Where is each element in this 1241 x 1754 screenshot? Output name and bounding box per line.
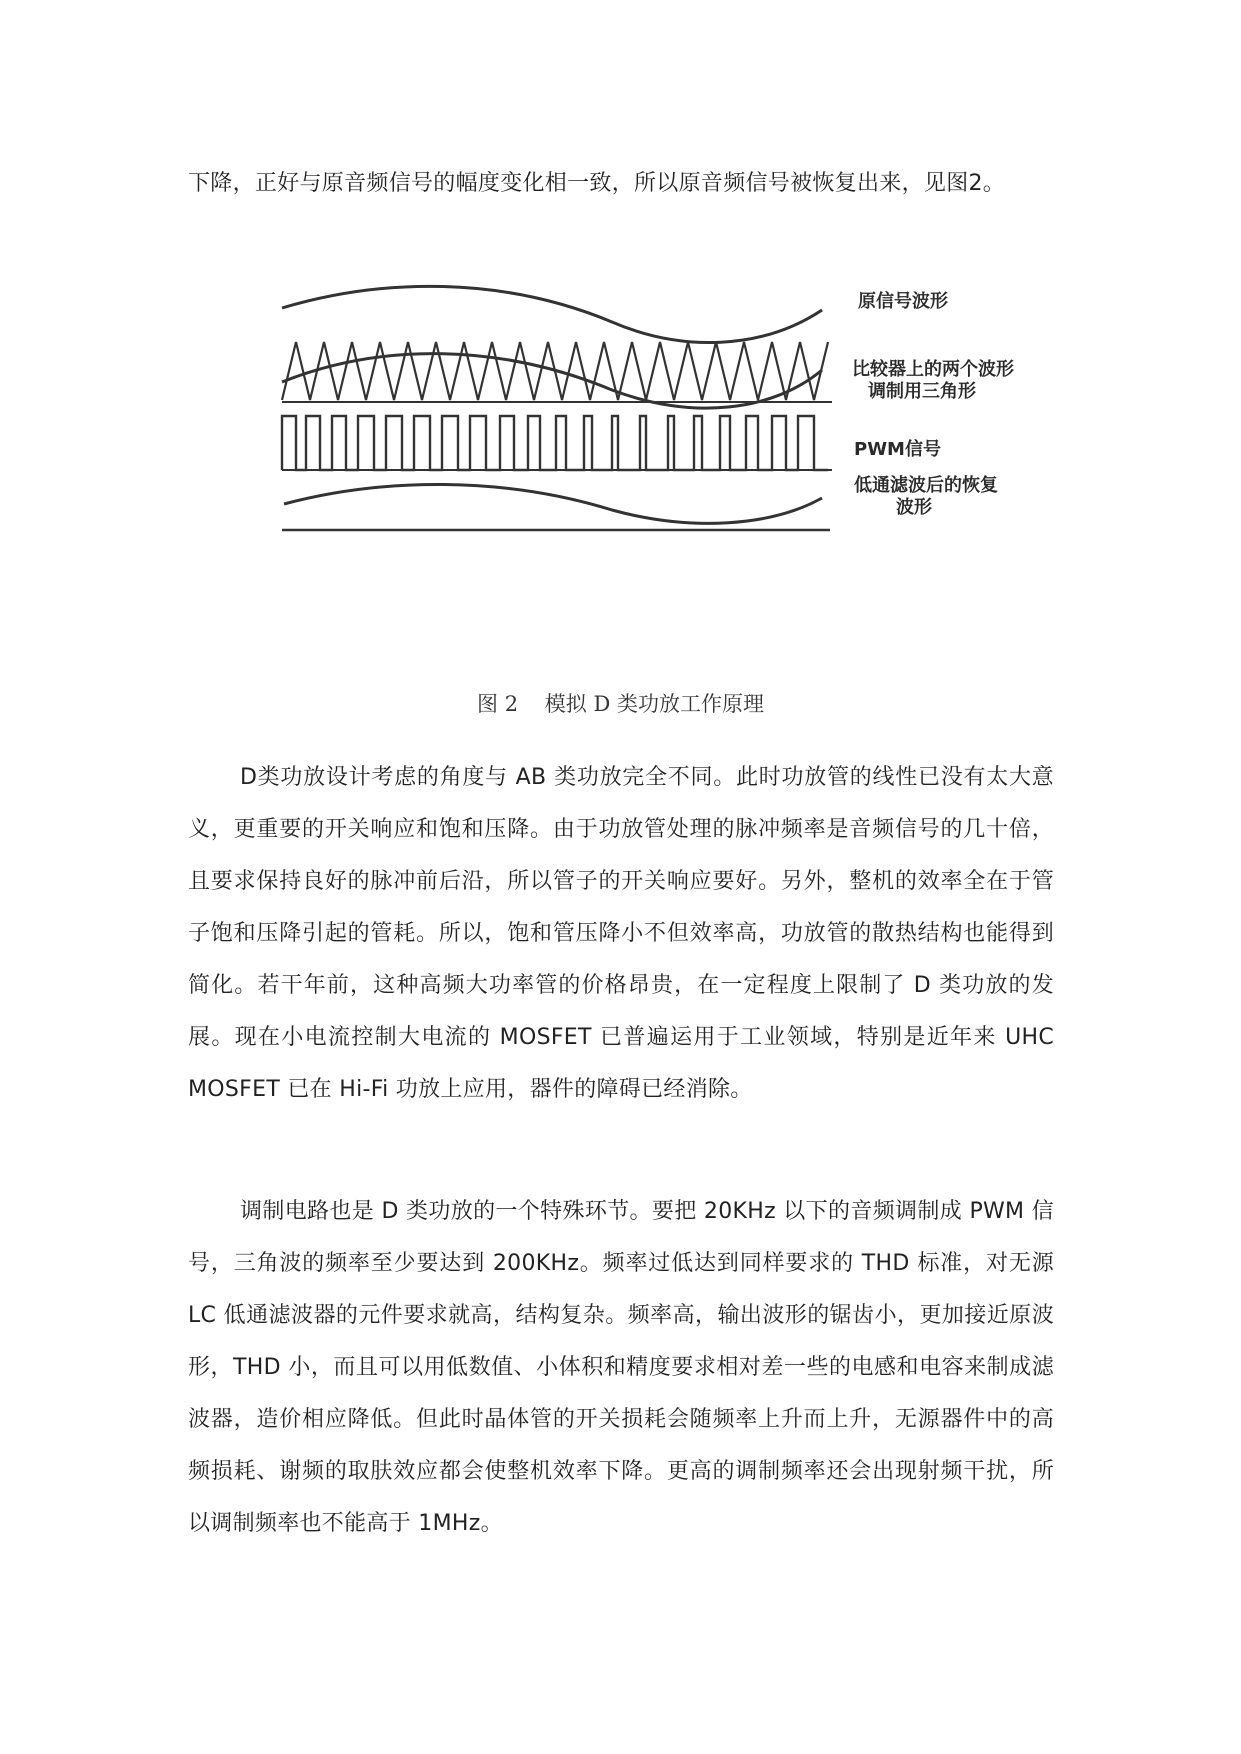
label-recovered-line2: 波形 [896,497,932,518]
paragraph-intro: 下降，正好与原音频信号的幅度变化相一致，所以原音频信号被恢复出来，见图2。 [188,171,1006,196]
figure-caption [0,688,1241,718]
label-original-signal: 原信号波形 [858,291,948,312]
caption-number: 图 2 [477,692,519,716]
pwm-signal-wave [282,416,828,470]
caption-text: 模拟 D 类功放工作原理 [544,692,764,716]
label-comparator-line1: 比较器上的两个波形 [852,359,1014,380]
recovered-wave [284,484,822,523]
figure-pwm-diagram [262,280,1014,620]
label-pwm-signal: PWM信号 [854,439,941,460]
paragraph-d-class-design: D类功放设计考虑的角度与 AB 类功放完全不同。此时功放管的线性已没有太大意义，更重要的开关响应和饱和压降。由于功放管处理的脉冲频率是音频信号的几十倍，且要求保持良好的脉冲前后沿，所以管子的开关响应要好。另外，整机的效率全在于管子饱和压降引起的管耗。所以，饱和管压降小不但效率高，功放管的散热结构也能得到简化。若干年前，这种高频大功率管的价格昂贵，在一定程度上限制了 D 类功放的发展。现在小电流控制大电流的 MOSFET 已普遍运用于工业领域，特别是近年来 UHC MOSFET 已在 Hi-Fi 功放上应用，器件的障碍已经消除。 [188,765,1054,1102]
original-signal-wave [282,286,822,342]
paragraph-modulation-circuit: 调制电路也是 D 类功放的一个特殊环节。要把 20KHz 以下的音频调制成 PWM 信号，三角波的频率至少要达到 200KHz。频率过低达到同样要求的 THD 标准，对无源 LC 低通滤波器的元件要求就高，结构复杂。频率高，输出波形的锯齿小，更加接近原波形，THD 小，而且可以用低数值、小体积和精度要求相对差一些的电感和电容来制成滤波器，造价相应降低。但此时晶体管的开关损耗会随频率上升而上升，无源器件中的高频损耗、谢频的取肤效应都会使整机效率下降。更高的调制频率还会出现射频干扰，所以调制频率也不能高于 1MHz。 [188,1199,1054,1536]
label-comparator-line2: 调制用三角形 [868,381,976,402]
triangle-carrier-wave [282,342,828,400]
label-recovered-line1: 低通滤波后的恢复 [854,475,998,496]
